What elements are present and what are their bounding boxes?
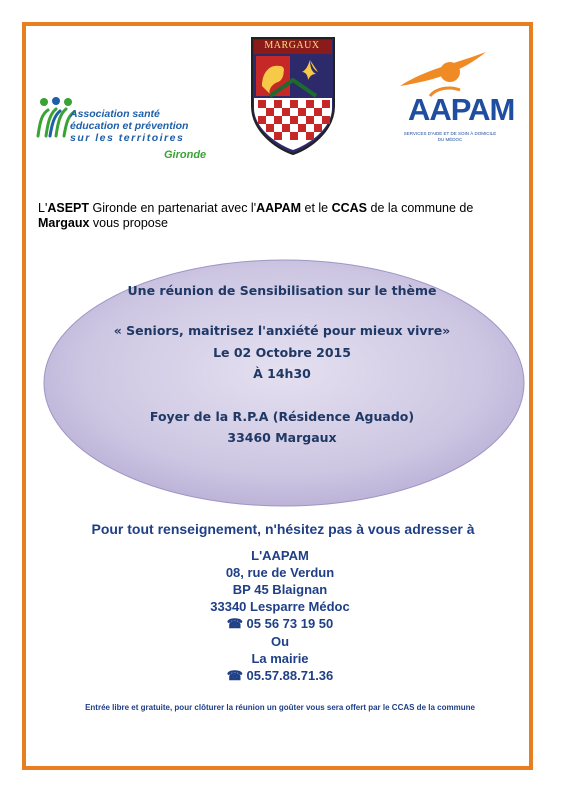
crest-label: MARGAUX [264,40,320,51]
contact-phone-aapam[interactable]: ☎ 05 56 73 19 50 [226,616,334,631]
aapam-subtitle-1: SERVICES D'AIDE ET DE SOIN À DOMICILE [403,131,497,136]
intro-text: vous propose [89,216,168,230]
aapam-subtitle [398,131,502,143]
asept-line-1: Association santé [70,108,160,120]
asept-logo [36,96,216,166]
contact-org: L'AAPAM [251,548,309,563]
event-intro: Une réunion de Sensibilisation sur le thème [127,283,437,298]
asept-line-2: éducation et prévention [70,120,189,132]
event-time: À 14h30 [253,366,311,381]
contact-city: 33340 Lesparre Médoc [210,599,350,614]
event-postcode: 33460 Margaux [227,430,337,445]
contact-phone-mairie[interactable]: ☎ 05.57.88.71.36 [226,668,334,683]
contact-heading: Pour tout renseignement, n'hésitez pas à vous adresser à [91,521,475,537]
intro-paragraph [38,201,508,231]
event-theme: « Seniors, maitrisez l'anxiété pour mieux vivre» [113,323,451,338]
intro-text: Gironde en partenariat avec l' [89,201,257,215]
contact-or: Ou [270,634,290,649]
contact-bp: BP 45 Blaignan [232,582,328,597]
intro-margaux: Margaux [38,216,90,230]
asept-name [70,108,188,144]
footer-note: Entrée libre et gratuite, pour clôturer la réunion un goûter vous sera offert par le CCAS de la commune [85,703,475,712]
event-date: Le 02 Octobre 2015 [213,345,351,360]
contact-street: 08, rue de Verdun [225,565,335,580]
intro-aapam: AAPAM [256,201,302,215]
intro-text: de la commune de [367,201,474,215]
intro-asept: ASEPT [47,201,90,215]
asept-region: Gironde [164,149,207,161]
event-venue: Foyer de la R.P.A (Résidence Aguado) [149,409,415,424]
contact-mairie: La mairie [251,651,309,666]
margaux-crest [250,36,336,156]
asept-line-3: sur les territoires [70,132,185,144]
aapam-name: AAPAM [408,92,515,127]
intro-ccas: CCAS [331,201,368,215]
intro-text: et le [301,201,332,215]
intro-text: L' [38,201,48,215]
aapam-subtitle-2: DU MÉDOC [437,137,463,142]
